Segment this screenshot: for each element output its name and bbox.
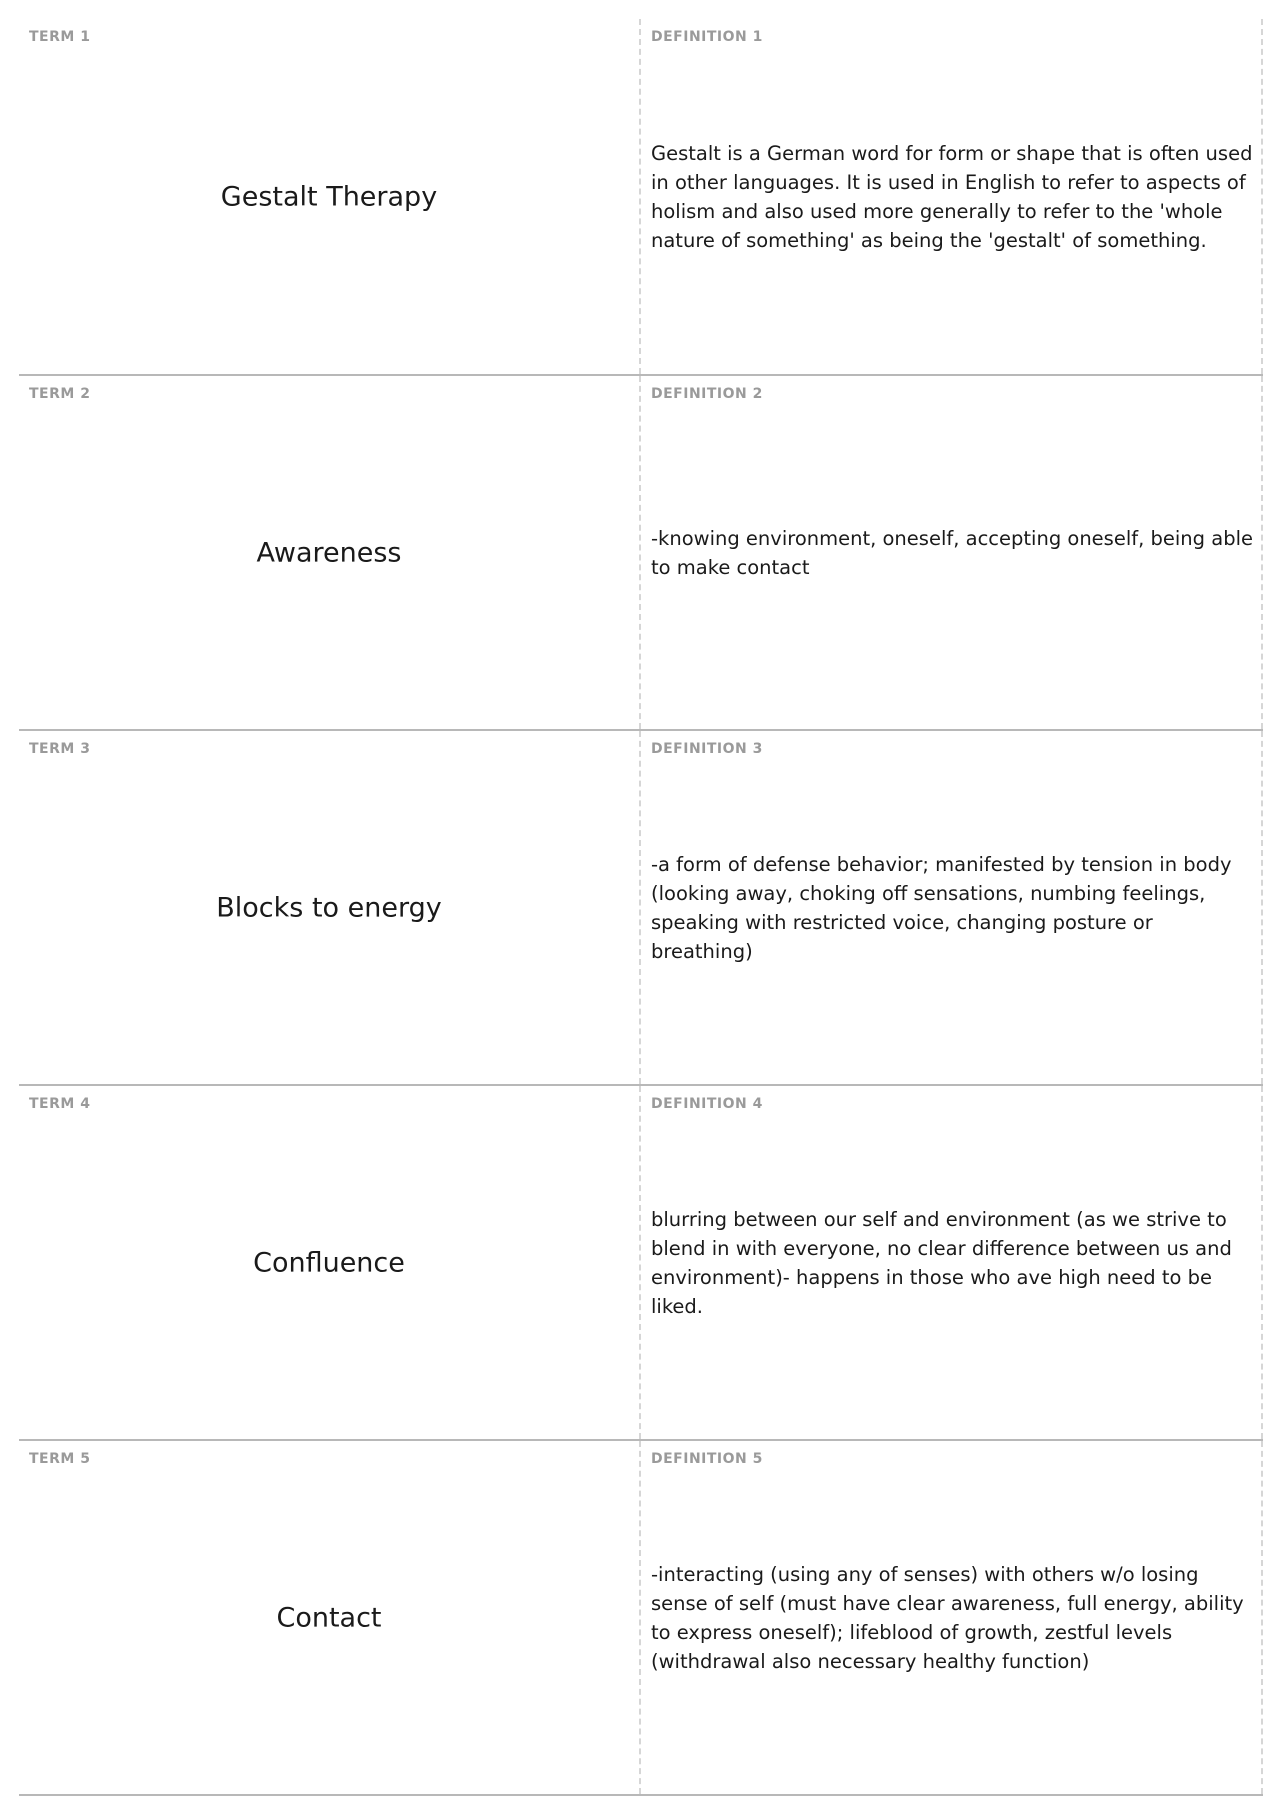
- term-cell: [19, 1441, 641, 1794]
- definition-label: DEFINITION 1: [651, 29, 763, 45]
- definition-cell: [641, 1441, 1263, 1794]
- definition-label: DEFINITION 2: [651, 386, 763, 402]
- flashcard-row: [19, 1441, 1263, 1796]
- definition-text: -interacting (using any of senses) with others w/o losing sense of self (must have clear awareness, full energy, ability to express oneself); lifeblood of growth, zestful levels (withdrawal also necessary healthy function): [651, 1562, 1244, 1673]
- term-label: TERM 4: [29, 1096, 91, 1112]
- term-text: Blocks to energy: [216, 892, 442, 923]
- flashcard-row: [19, 376, 1263, 731]
- flashcard-row: [19, 1086, 1263, 1441]
- term-label: TERM 1: [29, 29, 91, 45]
- term-cell: [19, 376, 641, 729]
- flashcard-sheet: [19, 19, 1263, 1796]
- definition-text: blurring between our self and environment (as we strive to blend in with everyone, no clear difference between us and environment)- happens in those who ave high need to be liked.: [651, 1207, 1232, 1318]
- term-cell: [19, 731, 641, 1084]
- term-label: TERM 2: [29, 386, 91, 402]
- flashcard-row: [19, 19, 1263, 376]
- definition-label: DEFINITION 4: [651, 1096, 763, 1112]
- term-text: Contact: [276, 1602, 382, 1633]
- definition-label: DEFINITION 3: [651, 741, 763, 757]
- term-text: Awareness: [256, 537, 402, 568]
- definition-cell: [641, 376, 1263, 729]
- definition-text: -knowing environment, oneself, accepting oneself, being able to make contact: [651, 526, 1253, 579]
- definition-text: -a form of defense behavior; manifested by tension in body (looking away, choking off sensations, numbing feelings, speaking with restricted voice, changing posture or breathing): [651, 852, 1232, 963]
- term-cell: [19, 1086, 641, 1439]
- definition-cell: [641, 19, 1263, 374]
- definition-label: DEFINITION 5: [651, 1451, 763, 1467]
- term-cell: [19, 19, 641, 374]
- term-text: Gestalt Therapy: [220, 181, 438, 212]
- term-label: TERM 5: [29, 1451, 91, 1467]
- definition-cell: [641, 731, 1263, 1084]
- flashcard-row: [19, 731, 1263, 1086]
- term-text: Confluence: [253, 1247, 405, 1278]
- definition-cell: [641, 1086, 1263, 1439]
- term-label: TERM 3: [29, 741, 91, 757]
- definition-text: Gestalt is a German word for form or shape that is often used in other languages. It is used in English to refer to aspects of holism and also used more generally to refer to the 'whole nature of something' as being the 'gestalt' of something.: [651, 141, 1253, 252]
